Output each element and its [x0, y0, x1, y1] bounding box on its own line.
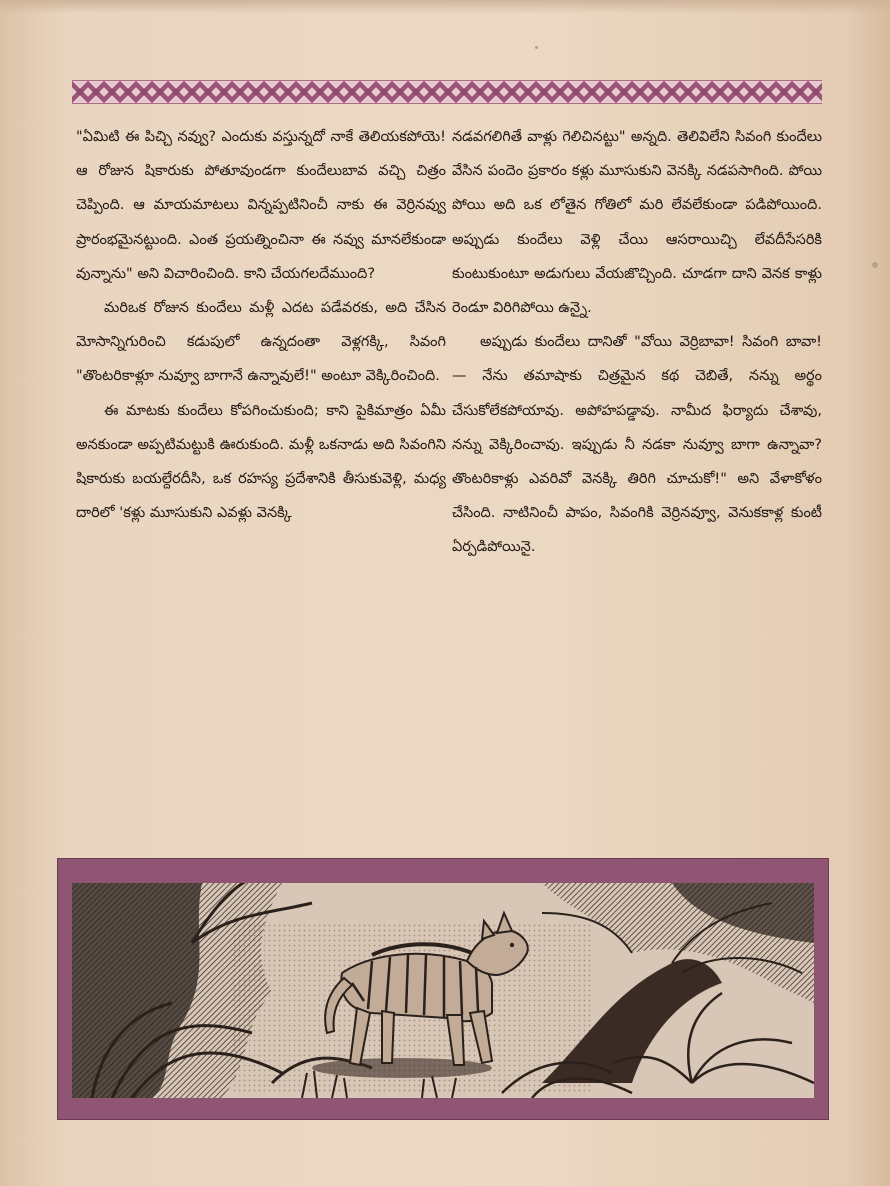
paragraph: అప్పుడు కుందేలు దానితో "వోయి వెర్రిబావా! సివంగి బావా! — నేను తమాషాకు చిత్రమైన కథ చెబితే, నన్ను అర్థం చేసుకోలేకపోయావు. అపోహపడ్డావు. నామీద ఫిర్యాదు చేశావు, నన్ను వెక్కిరించావు. ఇప్పుడు నీ నడకా నువ్వూ బాగా ఉన్నావా? తొంటరికాళ్లు ఎవరివో వెనక్కి తిరిగి చూచుకో!" అని వేళాకోళం చేసింది. నాటినించీ పాపం, సివంగికి వెర్రినవ్వూ, వెనుకకాళ్ల కుంటీ ఏర్పడిపోయినై. [452, 334, 822, 556]
paper-speck [872, 262, 878, 268]
left-column [76, 120, 446, 530]
illustration-frame [57, 858, 829, 1120]
hyena-icon [72, 883, 814, 1098]
page-edge [0, 0, 890, 14]
ornamental-border-icon [72, 80, 822, 104]
paragraph: మరిఒక రోజున కుందేలు మళ్లీ ఎదట పడేవరకు, అది చేసిన మోసాన్నిగురించి కడుపులో ఉన్నదంతా వెళ్లగక్కి, సివంగి "తొంటరికాళ్లూ నువ్వూ బాగానే ఉన్నావులే!" అంటూ వెక్కిరించింది. [76, 300, 446, 385]
paragraph: ఈ మాటకు కుందేలు కోపగించుకుంది; కాని పైకిమాత్రం ఏమీ అనకుండా అప్పటిమట్టుకి ఊరుకుంది. మళ్లీ ఒకనాడు అది సివంగిని షికారుకు బయల్దేరదీసి, ఒక రహస్య ప్రదేశానికి తీసుకువెళ్లి, మధ్య దారిలో 'కళ్లు మూసుకుని ఎవళ్లు వెనక్కి [76, 402, 446, 522]
jungle-hyena-illustration [72, 883, 814, 1098]
paragraph: "ఏమిటి ఈ పిచ్చి నవ్వు? ఎందుకు వస్తున్నదో నాకే తెలియకపోయె! ఆ రోజున షికారుకు పోతూవుండగా కుందేలుబావ వచ్చి చిత్రం చెప్పింది. ఆ మాయమాటలు విన్నప్పటినించీ నాకు ఈ వెర్రినవ్వు ప్రారంభమైనట్టుంది. ఎంత ప్రయత్నించినా ఈ నవ్వు మానలేకుండా వున్నాను" అని విచారించింది. కాని చేయగలదేముంది? [76, 129, 446, 282]
paper-speck [535, 46, 538, 49]
right-column [452, 120, 822, 565]
paragraph: నడవగలిగితే వాళ్లు గెలిచినట్టు" అన్నది. తెలివిలేని సివంగి కుందేలు వేసిన పందెం ప్రకారం కళ్లు మూసుకుని వెనక్కి నడపసాగింది. పోయి పోయి అది ఒక లోతైన గోతిలో మరి లేవలేకుండా పడిపోయింది. అప్పుడు కుందేలు వెళ్లి చేయి ఆసరాయిచ్చి లేవదీసేసరికి కుంటుకుంటూ అడుగులు వేయజొచ్చింది. చూడగా దాని వెనక కాళ్లు రెండూ విరిగిపోయి ఉన్నై. [452, 129, 822, 317]
